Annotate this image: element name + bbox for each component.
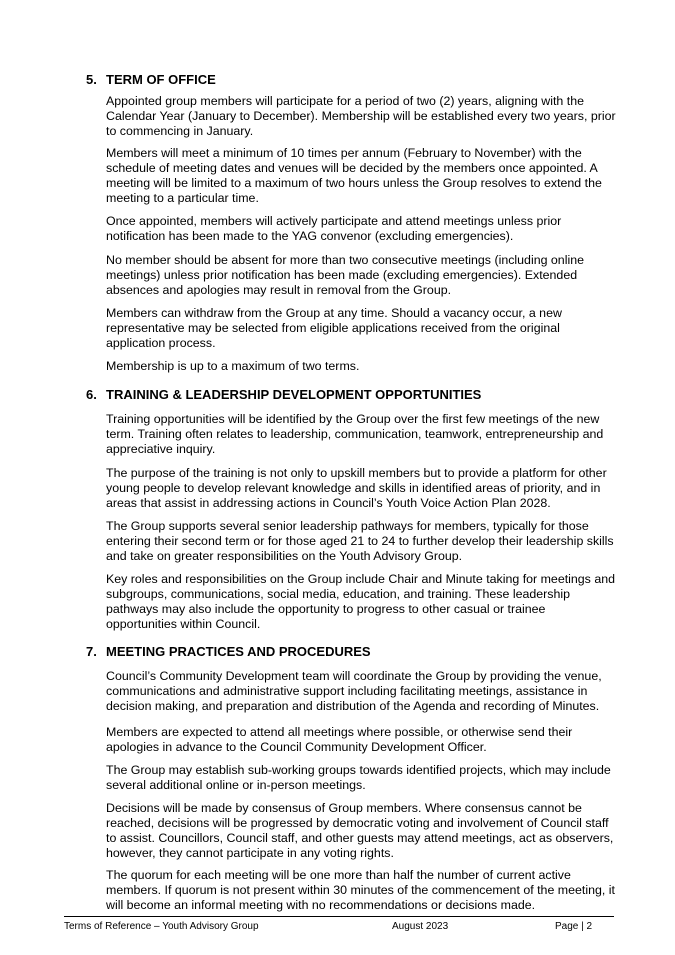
section-heading <box>86 644 371 659</box>
footer-document-title: Terms of Reference – Youth Advisory Group <box>64 921 259 932</box>
paragraph: Once appointed, members will actively participate and attend meetings unless prior notification has been made to the YAG convenor (excluding emergencies). <box>106 214 562 243</box>
footer-page-number: Page | 2 <box>555 921 593 932</box>
section-heading <box>86 72 216 87</box>
paragraph: The purpose of the training is not only to upskill members but to provide a platform for other young people to develop relevant knowledge and skills in identified areas of priority, and in areas that assist in addressing actions in Council’s Youth Voice Action Plan 2028. <box>106 466 607 510</box>
footer-divider <box>64 916 614 917</box>
paragraph: Training opportunities will be identified by the Group over the first few meetings of the new term. Training often relates to leadership, communication, teamwork, entrepreneurship and appreciative inquiry. <box>106 412 604 456</box>
paragraph: The Group may establish sub-working groups towards identified projects, which may include several additional online or in-person meetings. <box>106 763 611 792</box>
paragraph: No member should be absent for more than two consecutive meetings (including online meetings) unless prior notification has been made (excluding emergencies). Extended absences and apologies may result in removal from the Group. <box>106 253 584 297</box>
paragraph: Members will meet a minimum of 10 times per annum (February to November) with the schedule of meeting dates and venues will be decided by the members once appointed. A meeting will be limited to a maximum of two hours unless the Group resolves to extend the meeting to a particular time. <box>106 146 602 205</box>
section-title: TRAINING & LEADERSHIP DEVELOPMENT OPPORTUNITIES <box>106 387 482 402</box>
paragraph: Membership is up to a maximum of two terms. <box>106 359 360 373</box>
section-heading <box>86 387 481 402</box>
paragraph: Key roles and responsibilities on the Group include Chair and Minute taking for meetings and subgroups, communications, social media, education, and training. These leadership pathways may also include the opportunity to progress to other casual or trainee opportunities within Council. <box>106 572 615 631</box>
footer-date: August 2023 <box>392 921 449 932</box>
section-number: 6. <box>86 387 97 402</box>
section-number: 7. <box>86 644 97 659</box>
paragraph: Members can withdraw from the Group at any time. Should a vacancy occur, a new representative may be selected from eligible applications received from the original application process. <box>106 306 562 350</box>
section-title: MEETING PRACTICES AND PROCEDURES <box>106 644 371 659</box>
section-number: 5. <box>86 72 97 87</box>
paragraph: Appointed group members will participate for a period of two (2) years, aligning with the Calendar Year (January to December). Membership will be established every two years, prior to commencing in January. <box>106 94 616 138</box>
paragraph: Members are expected to attend all meetings where possible, or otherwise send their apologies in advance to the Council Community Development Officer. <box>106 725 573 754</box>
paragraph: The quorum for each meeting will be one more than half the number of current active members. If quorum is not present within 30 minutes of the commencement of the meeting, it will become an informal meeting with no recommendations or decisions made. <box>106 868 615 912</box>
paragraph: The Group supports several senior leadership pathways for members, typically for those entering their second term or for those aged 21 to 24 to further develop their leadership skills and take on greater responsibilities on the Youth Advisory Group. <box>106 519 614 563</box>
section-title: TERM OF OFFICE <box>106 72 216 87</box>
paragraph: Decisions will be made by consensus of Group members. Where consensus cannot be reached, decisions will be progressed by democratic voting and involvement of Council staff to assist. Councillors, Council staff, and other guests may attend meetings, act as observers, however, they cannot participate in any voting rights. <box>106 801 614 860</box>
paragraph: Council’s Community Development team will coordinate the Group by providing the venue, communications and administrative support including facilitating meetings, assistance in decision making, and preparation and distribution of the Agenda and recording of Minutes. <box>106 669 602 713</box>
